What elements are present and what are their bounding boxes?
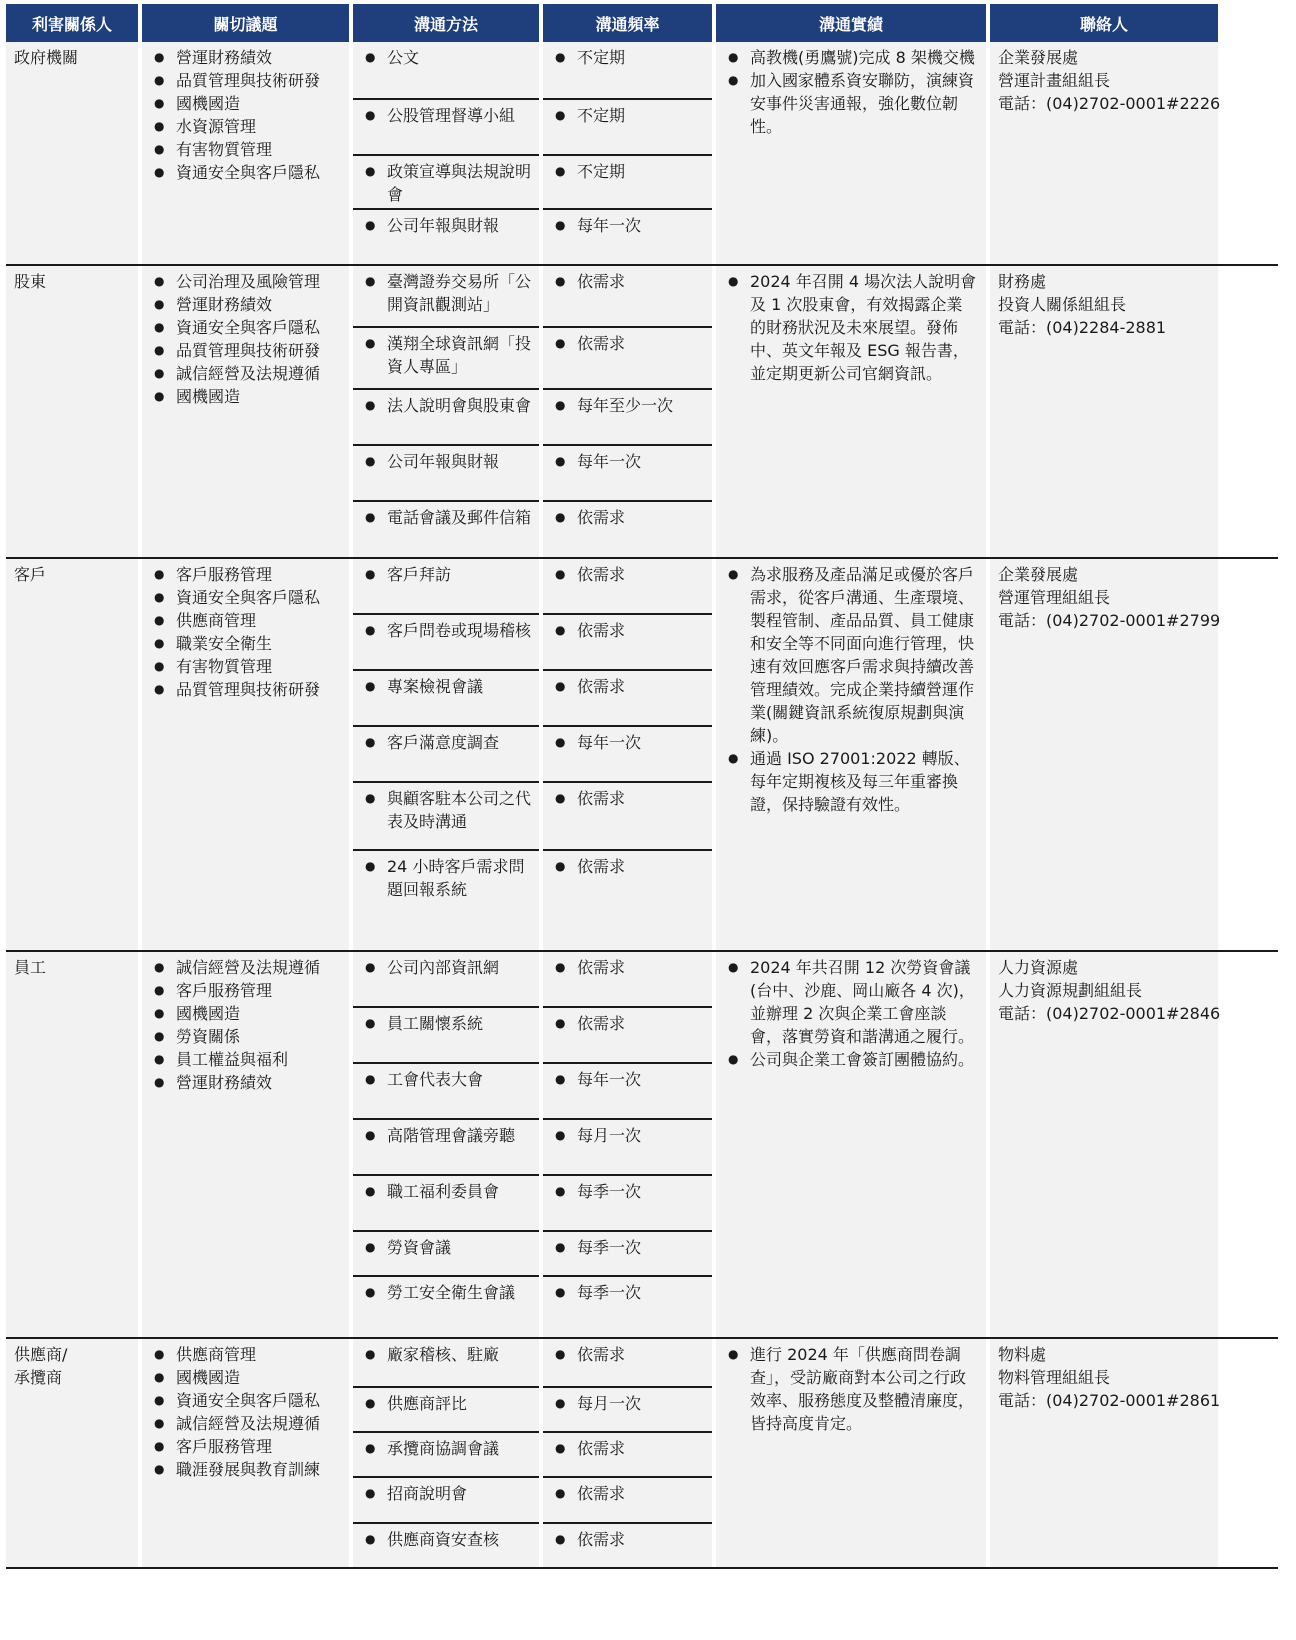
stakeholder-cell	[6, 559, 138, 950]
table-body	[6, 42, 1278, 1569]
topic-item: ● 公司治理及風險管理	[152, 270, 341, 293]
contact-title: 營運計畫組組長	[998, 71, 1111, 90]
result-item: ● 高教機(勇鷹號)完成 8 架機交機	[726, 46, 978, 69]
frequency-cell	[543, 1120, 712, 1176]
method-list	[363, 787, 531, 833]
method-list	[363, 1068, 531, 1091]
method-item: ● 公司內部資訊網	[363, 956, 531, 979]
topic-item: ● 國機國造	[152, 385, 341, 408]
topic-item: ● 營運財務績效	[152, 293, 341, 316]
topics-cell	[142, 952, 349, 1337]
frequency-cell	[543, 1524, 712, 1567]
frequency-item: ● 依需求	[553, 563, 704, 586]
frequency-cell	[543, 1008, 712, 1064]
frequency-cell	[543, 1176, 712, 1232]
method-list	[363, 506, 531, 529]
stakeholder-cell	[6, 266, 138, 557]
frequency-list	[553, 46, 704, 69]
topic-item: ● 有害物質管理	[152, 138, 341, 161]
method-cell	[353, 266, 539, 328]
method-item: ● 高階管理會議旁聽	[363, 1124, 531, 1147]
method-list	[363, 1482, 531, 1505]
result-item: ● 加入國家體系資安聯防，演練資安事件災害通報，強化數位韌性。	[726, 69, 978, 138]
contact-cell	[990, 1339, 1221, 1567]
frequency-list	[553, 855, 704, 878]
header-contact: 聯絡人	[990, 4, 1218, 42]
result-item: ● 通過 ISO 27001:2022 轉版、每年定期複核及每三年重審換證，保持驗證有效性。	[726, 747, 978, 816]
method-item: ● 工會代表大會	[363, 1068, 531, 1091]
method-item: ● 客戶問卷或現場稽核	[363, 619, 531, 642]
method-item: ● 廠家稽核、駐廠	[363, 1343, 531, 1366]
frequency-list	[553, 619, 704, 642]
method-cell	[353, 1433, 539, 1478]
frequency-item: ● 每年一次	[553, 214, 704, 237]
frequency-item: ● 依需求	[553, 619, 704, 642]
contact-cell	[990, 559, 1221, 950]
frequency-list	[553, 160, 704, 183]
results-cell	[716, 1339, 986, 1567]
method-item: ● 職工福利委員會	[363, 1180, 531, 1203]
contact-phone: 電話：(04)2702-0001#2799	[998, 611, 1221, 630]
methods-column	[353, 42, 539, 264]
method-item: ● 客戶滿意度調查	[363, 731, 531, 754]
result-item: ● 為求服務及產品滿足或優於客戶需求，從客戶溝通、生產環境、製程管制、產品品質、員工健康和安全等不同面向進行管理，快速有效回應客戶需求與持續改善管理績效。完成企業持續營運作業(關鍵資訊系統復原規劃與演練)。	[726, 563, 978, 747]
frequency-cell	[543, 1388, 712, 1433]
method-cell	[353, 1524, 539, 1567]
topic-item: ● 有害物質管理	[152, 655, 341, 678]
contact-phone: 電話：(04)2702-0001#2226	[998, 94, 1221, 113]
method-list	[363, 450, 531, 473]
topic-item: ● 誠信經營及法規遵循	[152, 1412, 341, 1435]
contact-phone: 電話：(04)2702-0001#2861	[998, 1391, 1221, 1410]
frequency-item: ● 依需求	[553, 270, 704, 293]
result-item-list	[726, 563, 978, 816]
results-cell	[716, 266, 986, 557]
method-list	[363, 394, 531, 417]
method-list	[363, 1437, 531, 1460]
topic-item: ● 資通安全與客戶隱私	[152, 586, 341, 609]
frequency-list	[553, 1437, 704, 1460]
method-cell	[353, 1232, 539, 1277]
frequency-cell	[543, 1277, 712, 1337]
method-list	[363, 1343, 531, 1366]
stakeholder-name: 供應商/承攬商	[14, 1345, 68, 1387]
frequency-item: ● 每月一次	[553, 1124, 704, 1147]
table-row	[6, 266, 1278, 559]
frequency-cell	[543, 390, 712, 446]
method-cell	[353, 1339, 539, 1388]
frequency-item: ● 依需求	[553, 1482, 704, 1505]
frequency-item: ● 依需求	[553, 1012, 704, 1035]
method-list	[363, 563, 531, 586]
frequency-item: ● 依需求	[553, 506, 704, 529]
frequency-list	[553, 1281, 704, 1304]
contact-dept: 企業發展處	[998, 48, 1079, 67]
contact-cell	[990, 266, 1218, 557]
method-list	[363, 956, 531, 979]
contact-dept: 企業發展處	[998, 565, 1079, 584]
header-frequency: 溝通頻率	[543, 4, 712, 42]
frequency-cell	[543, 727, 712, 783]
method-cell	[353, 1176, 539, 1232]
method-list	[363, 1012, 531, 1035]
contact-cell	[990, 42, 1221, 264]
method-item: ● 承攬商協調會議	[363, 1437, 531, 1460]
table-row	[6, 559, 1278, 952]
frequency-item: ● 依需求	[553, 1437, 704, 1460]
frequency-cell	[543, 266, 712, 328]
method-list	[363, 270, 531, 316]
frequency-cell	[543, 1433, 712, 1478]
frequency-column	[543, 1339, 712, 1567]
method-list	[363, 731, 531, 754]
method-list	[363, 1180, 531, 1203]
frequency-item: ● 依需求	[553, 675, 704, 698]
frequency-list	[553, 1180, 704, 1203]
contact-title: 投資人關係組組長	[998, 295, 1127, 314]
method-cell	[353, 100, 539, 156]
frequency-item: ● 不定期	[553, 160, 704, 183]
method-cell	[353, 1478, 539, 1524]
stakeholder-cell	[6, 1339, 138, 1567]
topics-cell	[142, 266, 349, 557]
frequency-cell	[543, 446, 712, 502]
method-cell	[353, 502, 539, 557]
topics-cell	[142, 559, 349, 950]
frequency-cell	[543, 1064, 712, 1120]
frequency-item: ● 每年一次	[553, 450, 704, 473]
frequency-column	[543, 266, 712, 557]
method-cell	[353, 783, 539, 851]
topic-item: ● 客戶服務管理	[152, 979, 341, 1002]
topic-item-list	[152, 1343, 341, 1481]
frequency-column	[543, 952, 712, 1337]
method-item: ● 供應商資安查核	[363, 1528, 531, 1551]
method-item: ● 公股管理督導小組	[363, 104, 531, 127]
method-list	[363, 214, 531, 237]
frequency-item: ● 每季一次	[553, 1281, 704, 1304]
stakeholder-table	[6, 4, 1278, 1569]
method-item: ● 專案檢視會議	[363, 675, 531, 698]
topic-item-list	[152, 46, 341, 184]
methods-column	[353, 1339, 539, 1567]
frequency-cell	[543, 100, 712, 156]
method-list	[363, 46, 531, 69]
method-list	[363, 675, 531, 698]
method-cell	[353, 210, 539, 264]
contact-cell	[990, 952, 1221, 1337]
method-cell	[353, 1388, 539, 1433]
method-cell	[353, 1008, 539, 1064]
frequency-column	[543, 42, 712, 264]
header-topics: 關切議題	[142, 4, 349, 42]
topic-item: ● 營運財務績效	[152, 1071, 341, 1094]
frequency-item: ● 每年一次	[553, 1068, 704, 1091]
topic-item: ● 員工權益與福利	[152, 1048, 341, 1071]
result-item: ● 2024 年召開 4 場次法人說明會及 1 次股東會，有效揭露企業的財務狀況及未來展望。發佈中、英文年報及 ESG 報告書，並定期更新公司官網資訊。	[726, 270, 978, 385]
method-cell	[353, 1277, 539, 1337]
method-item: ● 24 小時客戶需求問題回報系統	[363, 855, 531, 901]
topic-item-list	[152, 270, 341, 408]
frequency-list	[553, 1068, 704, 1091]
contact-title: 人力資源規劃組組長	[998, 981, 1143, 1000]
frequency-cell	[543, 1339, 712, 1388]
frequency-cell	[543, 952, 712, 1008]
method-list	[363, 160, 531, 206]
results-cell	[716, 42, 986, 264]
topic-item: ● 品質管理與技術研發	[152, 69, 341, 92]
frequency-list	[553, 332, 704, 355]
contact-title: 營運管理組組長	[998, 588, 1111, 607]
topic-item: ● 職涯發展與教育訓練	[152, 1458, 341, 1481]
method-list	[363, 1236, 531, 1259]
topic-item: ● 勞資關係	[152, 1025, 341, 1048]
method-item: ● 客戶拜訪	[363, 563, 531, 586]
method-item: ● 與顧客駐本公司之代表及時溝通	[363, 787, 531, 833]
frequency-list	[553, 787, 704, 810]
topic-item: ● 國機國造	[152, 1366, 341, 1389]
frequency-cell	[543, 615, 712, 671]
frequency-list	[553, 731, 704, 754]
result-item-list	[726, 1343, 978, 1435]
stakeholder-name: 客戶	[14, 565, 47, 584]
results-cell	[716, 559, 986, 950]
frequency-item: ● 每年一次	[553, 731, 704, 754]
method-list	[363, 1528, 531, 1551]
contact-dept: 人力資源處	[998, 958, 1079, 977]
frequency-list	[553, 956, 704, 979]
method-cell	[353, 952, 539, 1008]
frequency-item: ● 依需求	[553, 1343, 704, 1366]
topic-item: ● 國機國造	[152, 92, 341, 115]
method-item: ● 公司年報與財報	[363, 214, 531, 237]
result-item-list	[726, 956, 978, 1071]
frequency-item: ● 依需求	[553, 1528, 704, 1551]
method-item: ● 公文	[363, 46, 531, 69]
frequency-item: ● 不定期	[553, 104, 704, 127]
topic-item: ● 誠信經營及法規遵循	[152, 956, 341, 979]
method-item: ● 電話會議及郵件信箱	[363, 506, 531, 529]
frequency-item: ● 依需求	[553, 956, 704, 979]
method-cell	[353, 156, 539, 210]
frequency-item: ● 每季一次	[553, 1180, 704, 1203]
frequency-list	[553, 1482, 704, 1505]
method-item: ● 勞工安全衛生會議	[363, 1281, 531, 1304]
header-methods: 溝通方法	[353, 4, 539, 42]
results-cell	[716, 952, 986, 1337]
method-item: ● 漢翔全球資訊網「投資人專區」	[363, 332, 531, 378]
topic-item: ● 水資源管理	[152, 115, 341, 138]
method-item: ● 公司年報與財報	[363, 450, 531, 473]
frequency-column	[543, 559, 712, 950]
frequency-list	[553, 450, 704, 473]
methods-column	[353, 559, 539, 950]
frequency-item: ● 依需求	[553, 855, 704, 878]
frequency-cell	[543, 783, 712, 851]
methods-column	[353, 266, 539, 557]
method-cell	[353, 446, 539, 502]
header-stakeholder: 利害關係人	[6, 4, 138, 42]
methods-column	[353, 952, 539, 1337]
frequency-list	[553, 270, 704, 293]
topic-item: ● 職業安全衛生	[152, 632, 341, 655]
method-list	[363, 1281, 531, 1304]
topic-item: ● 營運財務績效	[152, 46, 341, 69]
method-cell	[353, 390, 539, 446]
contact-phone: 電話：(04)2284-2881	[998, 318, 1167, 337]
stakeholder-name: 員工	[14, 958, 47, 977]
method-list	[363, 1392, 531, 1415]
method-cell	[353, 671, 539, 727]
frequency-cell	[543, 42, 712, 100]
frequency-item: ● 依需求	[553, 332, 704, 355]
method-cell	[353, 559, 539, 615]
table-row	[6, 42, 1278, 266]
contact-dept: 財務處	[998, 272, 1047, 291]
method-cell	[353, 1064, 539, 1120]
topic-item: ● 國機國造	[152, 1002, 341, 1025]
topic-item-list	[152, 563, 341, 701]
topic-item: ● 誠信經營及法規遵循	[152, 362, 341, 385]
frequency-cell	[543, 1232, 712, 1277]
frequency-cell	[543, 502, 712, 557]
method-item: ● 政策宣導與法規說明會	[363, 160, 531, 206]
table-row	[6, 1339, 1278, 1569]
result-item: ● 2024 年共召開 12 次勞資會議(台中、沙鹿、岡山廠各 4 次)，並辦理 2 次與企業工會座談會，落實勞資和諧溝通之履行。	[726, 956, 978, 1048]
method-cell	[353, 42, 539, 100]
frequency-list	[553, 394, 704, 417]
method-item: ● 法人說明會與股東會	[363, 394, 531, 417]
method-item: ● 員工關懷系統	[363, 1012, 531, 1035]
topic-item-list	[152, 956, 341, 1094]
topic-item: ● 資通安全與客戶隱私	[152, 1389, 341, 1412]
method-item: ● 臺灣證券交易所「公開資訊觀測站」	[363, 270, 531, 316]
method-cell	[353, 1120, 539, 1176]
frequency-cell	[543, 210, 712, 264]
contact-title: 物料管理組組長	[998, 1368, 1111, 1387]
method-cell	[353, 615, 539, 671]
method-list	[363, 855, 531, 901]
frequency-list	[553, 1236, 704, 1259]
topics-cell	[142, 1339, 349, 1567]
frequency-item: ● 每月一次	[553, 1392, 704, 1415]
method-list	[363, 1124, 531, 1147]
method-list	[363, 104, 531, 127]
frequency-cell	[543, 559, 712, 615]
method-list	[363, 619, 531, 642]
method-item: ● 供應商評比	[363, 1392, 531, 1415]
result-item-list	[726, 46, 978, 138]
frequency-list	[553, 104, 704, 127]
frequency-list	[553, 675, 704, 698]
frequency-cell	[543, 1478, 712, 1524]
frequency-list	[553, 1124, 704, 1147]
frequency-list	[553, 1012, 704, 1035]
result-item-list	[726, 270, 978, 385]
frequency-list	[553, 214, 704, 237]
topic-item: ● 客戶服務管理	[152, 1435, 341, 1458]
frequency-item: ● 不定期	[553, 46, 704, 69]
stakeholder-cell	[6, 42, 138, 264]
topic-item: ● 供應商管理	[152, 1343, 341, 1366]
frequency-list	[553, 563, 704, 586]
method-item: ● 勞資會議	[363, 1236, 531, 1259]
frequency-list	[553, 506, 704, 529]
frequency-cell	[543, 851, 712, 950]
method-cell	[353, 328, 539, 390]
stakeholder-name: 政府機關	[14, 48, 79, 67]
stakeholder-name: 股東	[14, 272, 47, 291]
contact-phone: 電話：(04)2702-0001#2846	[998, 1004, 1221, 1023]
topic-item: ● 品質管理與技術研發	[152, 339, 341, 362]
header-results: 溝通實績	[716, 4, 986, 42]
topic-item: ● 供應商管理	[152, 609, 341, 632]
contact-dept: 物料處	[998, 1345, 1047, 1364]
method-cell	[353, 851, 539, 950]
frequency-item: ● 每季一次	[553, 1236, 704, 1259]
frequency-list	[553, 1343, 704, 1366]
method-item: ● 招商說明會	[363, 1482, 531, 1505]
method-cell	[353, 727, 539, 783]
topics-cell	[142, 42, 349, 264]
frequency-cell	[543, 671, 712, 727]
result-item: ● 公司與企業工會簽訂團體協約。	[726, 1048, 978, 1071]
frequency-item: ● 每年至少一次	[553, 394, 704, 417]
method-list	[363, 332, 531, 378]
table-row	[6, 952, 1278, 1339]
topic-item: ● 資通安全與客戶隱私	[152, 161, 341, 184]
frequency-item: ● 依需求	[553, 787, 704, 810]
frequency-list	[553, 1392, 704, 1415]
stakeholder-cell	[6, 952, 138, 1337]
table-header	[6, 4, 1278, 42]
topic-item: ● 資通安全與客戶隱私	[152, 316, 341, 339]
topic-item: ● 品質管理與技術研發	[152, 678, 341, 701]
frequency-list	[553, 1528, 704, 1551]
result-item: ● 進行 2024 年「供應商問卷調查」，受訪廠商對本公司之行政效率、服務態度及整體清廉度，皆持高度肯定。	[726, 1343, 978, 1435]
frequency-cell	[543, 156, 712, 210]
frequency-cell	[543, 328, 712, 390]
topic-item: ● 客戶服務管理	[152, 563, 341, 586]
